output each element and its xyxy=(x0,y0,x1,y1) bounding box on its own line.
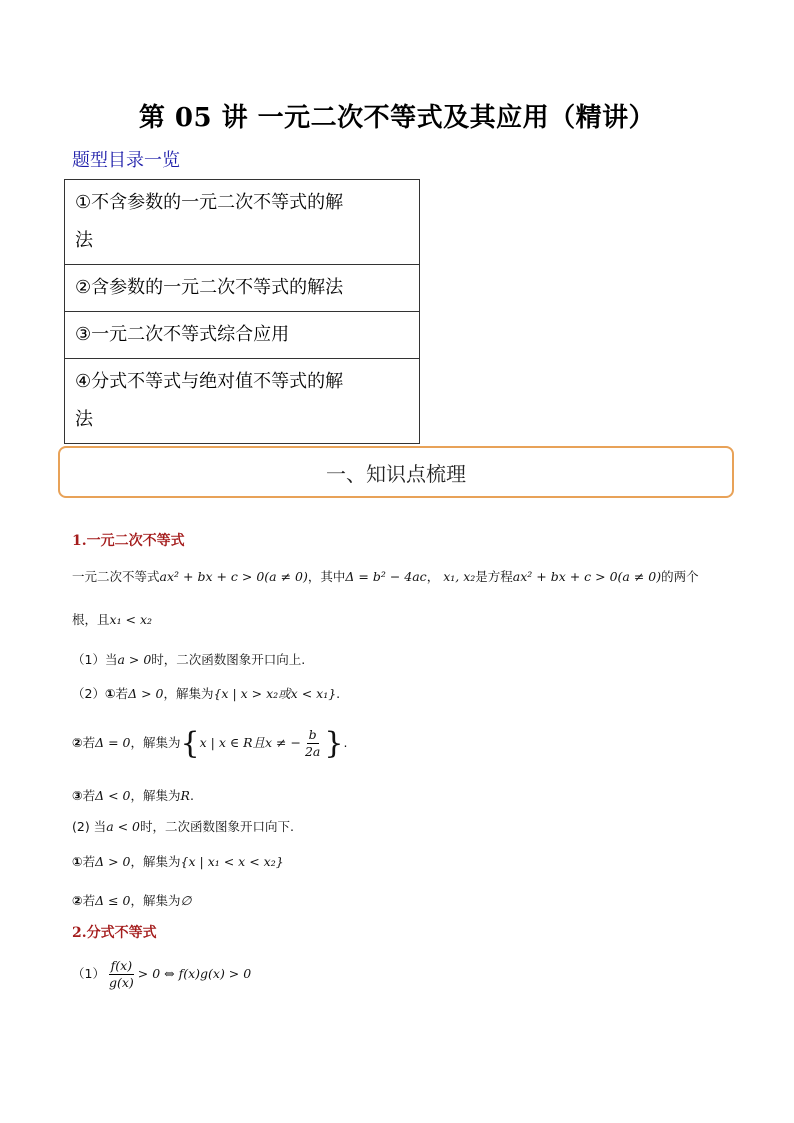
text: (2) 当 xyxy=(72,819,107,834)
math-expr: a < 0 xyxy=(106,819,141,834)
fraction-inequality-line xyxy=(72,958,251,991)
text: ，解集为 xyxy=(130,893,181,908)
subsection-heading-1: 1.一元二次不等式 xyxy=(72,533,185,549)
toc-item-text: ②含参数的一元二次不等式的解法 xyxy=(75,277,344,298)
text: 若 xyxy=(82,788,96,803)
text: 时，二次函数图象开口向下. xyxy=(140,819,294,834)
math-expr: Δ = b² − 4ac xyxy=(345,569,427,584)
fraction-denominator: g(x) xyxy=(108,975,134,990)
text: 若 xyxy=(82,854,96,869)
fraction xyxy=(303,727,322,760)
case-delta-zero xyxy=(72,726,347,761)
text: 根，且 xyxy=(72,612,110,627)
circled-number: ① xyxy=(72,854,83,869)
math-expr: ∅ xyxy=(180,893,192,908)
right-brace: } xyxy=(324,726,344,761)
toc-item-text: ①不含参数的一元二次不等式的解 xyxy=(75,192,344,213)
text: 时，二次函数图象开口向上. xyxy=(151,652,306,667)
left-brace: { xyxy=(180,726,200,761)
math-expr: Δ > 0 xyxy=(128,686,164,701)
text: 若 xyxy=(82,735,96,750)
text: （1） xyxy=(72,966,105,981)
text: 若 xyxy=(115,686,129,701)
toc-row xyxy=(65,312,420,359)
text: ， xyxy=(426,569,440,584)
fraction xyxy=(107,958,136,991)
circled-number: ③ xyxy=(72,788,83,803)
toc-item-text: ③一元二次不等式综合应用 xyxy=(75,324,290,345)
toc-item-text: ④分式不等式与绝对值不等式的解 xyxy=(75,371,344,392)
math-expr: Δ > 0 xyxy=(95,854,131,869)
text: ，解集为 xyxy=(130,854,181,869)
circled-number: ② xyxy=(72,893,83,908)
math-expr: x₁ < x₂ xyxy=(109,612,153,627)
toc-item-3 xyxy=(65,312,420,359)
math-expr: ax² + bx + c > 0(a ≠ 0) xyxy=(512,569,662,584)
circled-number: ① xyxy=(104,686,116,701)
text: （2） xyxy=(72,686,105,701)
toc-row xyxy=(65,359,420,444)
case-a-negative xyxy=(72,817,294,835)
toc-item-text: 法 xyxy=(75,230,93,251)
toc-heading: 题型目录一览 xyxy=(72,150,180,171)
text: 是方程 xyxy=(475,569,513,584)
text: ，解集为 xyxy=(130,735,181,750)
page-title: 第 05 讲 一元二次不等式及其应用（精讲） xyxy=(138,103,656,133)
text: . xyxy=(343,735,348,750)
toc-row xyxy=(65,180,420,265)
math-expr: {x | x₁ < x < x₂} xyxy=(180,854,284,869)
case-delta-positive xyxy=(72,684,340,702)
toc-item-4 xyxy=(65,359,420,444)
fraction-denominator: 2a xyxy=(304,744,321,759)
math-expr: x | x ∈ R且x ≠ − xyxy=(199,735,301,750)
toc-item-text: 法 xyxy=(75,409,93,430)
text: ，解集为 xyxy=(163,686,214,701)
case-neg-delta-nonpositive xyxy=(72,891,191,909)
circled-number: ② xyxy=(72,735,83,750)
toc-item-1 xyxy=(65,180,420,265)
case-delta-negative xyxy=(72,786,194,804)
fraction-numerator: f(x) xyxy=(110,958,133,973)
text: （1）当 xyxy=(72,652,118,667)
intro-line xyxy=(72,567,699,585)
text: 若 xyxy=(82,893,96,908)
subsection-heading-2: 2.分式不等式 xyxy=(72,925,157,941)
fraction-numerator: b xyxy=(308,727,317,742)
text: 的两个 xyxy=(661,569,699,584)
toc-table xyxy=(64,179,420,444)
text: ，解集为 xyxy=(130,788,181,803)
section-header xyxy=(58,446,734,498)
text: 一元二次不等式 xyxy=(72,569,160,584)
math-expr: x₁, x₂ xyxy=(443,569,476,584)
math-expr: Δ ≤ 0 xyxy=(95,893,131,908)
toc-row xyxy=(65,265,420,312)
case-a-positive xyxy=(72,650,305,668)
roots-line xyxy=(72,610,152,628)
math-expr: a > 0 xyxy=(117,652,152,667)
text: ，其中 xyxy=(307,569,346,584)
math-expr: {x | x > x₂或x < x₁} xyxy=(213,686,337,701)
section-title: 一、知识点梳理 xyxy=(326,461,466,486)
math-expr: > 0 ⇔ f(x)g(x) > 0 xyxy=(137,966,252,981)
math-expr: ax² + bx + c > 0(a ≠ 0) xyxy=(159,569,308,584)
math-expr: Δ = 0 xyxy=(95,735,131,750)
text: . xyxy=(336,686,341,701)
math-expr: Δ < 0 xyxy=(95,788,131,803)
text: . xyxy=(189,788,194,803)
toc-item-2 xyxy=(65,265,420,312)
math-expr: R xyxy=(180,788,190,803)
case-neg-delta-positive xyxy=(72,852,284,870)
